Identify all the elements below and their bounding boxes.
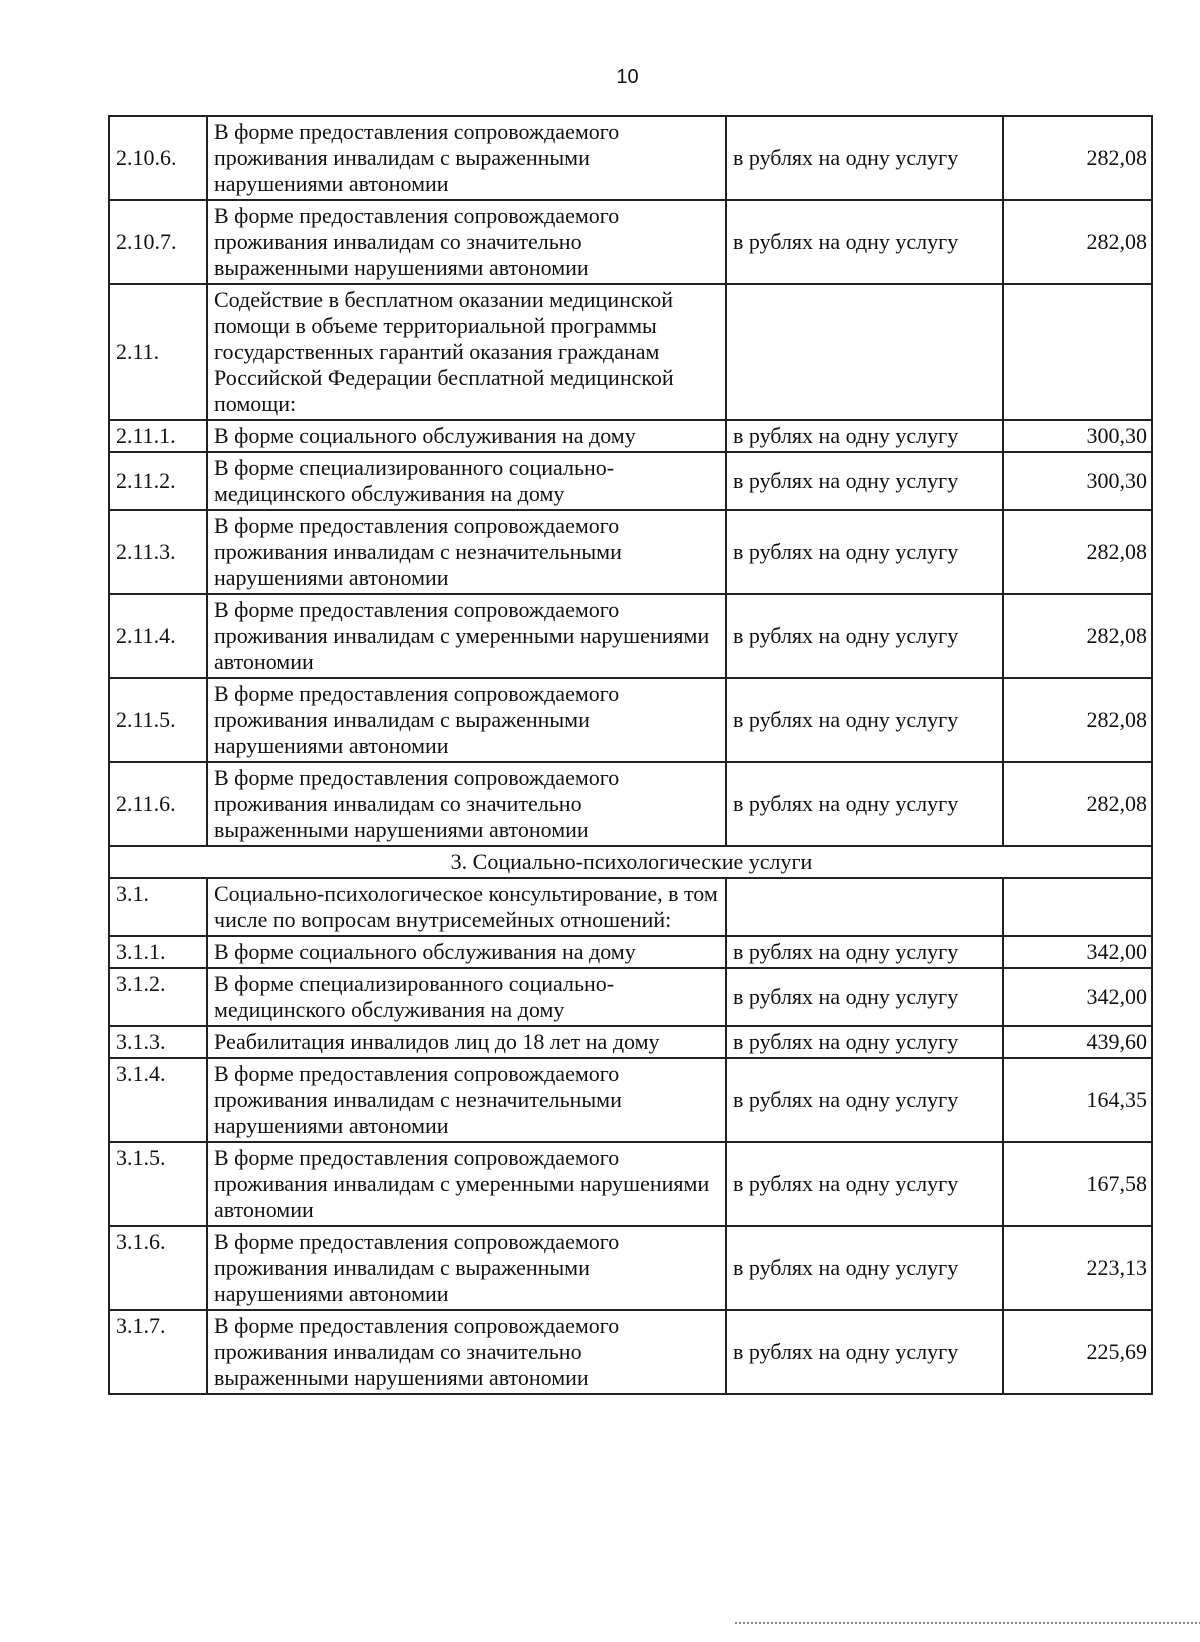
table-row: [109, 452, 1152, 510]
row-number: 3.1.2.: [109, 968, 207, 1026]
row-value: 300,30: [1003, 420, 1152, 452]
row-number: 2.11.1.: [109, 420, 207, 452]
row-description: В форме социального обслуживания на дому: [207, 420, 726, 452]
row-value: 225,69: [1003, 1310, 1152, 1394]
row-value: 439,60: [1003, 1026, 1152, 1058]
table-row: [109, 968, 1152, 1026]
row-number: 3.1.: [109, 878, 207, 936]
row-unit: в рублях на одну услугу: [726, 762, 1003, 846]
row-value: 342,00: [1003, 936, 1152, 968]
row-unit: в рублях на одну услугу: [726, 452, 1003, 510]
table-row: [109, 1226, 1152, 1310]
row-unit: в рублях на одну услугу: [726, 1226, 1003, 1310]
row-value: 282,08: [1003, 678, 1152, 762]
table-row: [109, 420, 1152, 452]
row-description: Социально-психологическое консультирование, в том числе по вопросам внутрисемейных отношений:: [207, 878, 726, 936]
row-value: 164,35: [1003, 1058, 1152, 1142]
table-row: [109, 510, 1152, 594]
row-unit: в рублях на одну услугу: [726, 1026, 1003, 1058]
table-row: [109, 936, 1152, 968]
row-description: В форме предоставления сопровождаемого проживания инвалидам со значительно выраженными нарушениями автономии: [207, 200, 726, 284]
row-number: 2.11.4.: [109, 594, 207, 678]
row-unit: в рублях на одну услугу: [726, 1058, 1003, 1142]
table-row: [109, 762, 1152, 846]
scan-artifact-line: [735, 1622, 1200, 1628]
row-description: В форме социального обслуживания на дому: [207, 936, 726, 968]
table-row: [109, 1142, 1152, 1226]
row-description: В форме предоставления сопровождаемого проживания инвалидам с незначительными нарушениями автономии: [207, 1058, 726, 1142]
row-unit: [726, 284, 1003, 420]
row-unit: в рублях на одну услугу: [726, 420, 1003, 452]
row-value: 300,30: [1003, 452, 1152, 510]
row-number: 2.10.7.: [109, 200, 207, 284]
row-number: 2.10.6.: [109, 116, 207, 200]
tariff-table: [108, 115, 1153, 1395]
table-row: [109, 678, 1152, 762]
section-header-row: [109, 846, 1152, 878]
row-unit: [726, 878, 1003, 936]
row-unit: в рублях на одну услугу: [726, 200, 1003, 284]
row-number: 2.11.6.: [109, 762, 207, 846]
row-value: 167,58: [1003, 1142, 1152, 1226]
row-unit: в рублях на одну услугу: [726, 594, 1003, 678]
row-number: 3.1.5.: [109, 1142, 207, 1226]
row-number: 2.11.3.: [109, 510, 207, 594]
row-value: 282,08: [1003, 200, 1152, 284]
page-number: 10: [616, 66, 639, 88]
row-description: В форме предоставления сопровождаемого проживания инвалидам с незначительными нарушениями автономии: [207, 510, 726, 594]
row-description: В форме специализированного социально-медицинского обслуживания на дому: [207, 452, 726, 510]
row-value: [1003, 878, 1152, 936]
row-description: В форме предоставления сопровождаемого проживания инвалидам со значительно выраженными нарушениями автономии: [207, 1310, 726, 1394]
row-number: 2.11.5.: [109, 678, 207, 762]
row-unit: в рублях на одну услугу: [726, 968, 1003, 1026]
row-number: 2.11.: [109, 284, 207, 420]
row-description: В форме предоставления сопровождаемого проживания инвалидам с умеренными нарушениями автономии: [207, 594, 726, 678]
table-row: [109, 200, 1152, 284]
row-description: В форме предоставления сопровождаемого проживания инвалидам с умеренными нарушениями автономии: [207, 1142, 726, 1226]
row-unit: в рублях на одну услугу: [726, 1142, 1003, 1226]
row-unit: в рублях на одну услугу: [726, 116, 1003, 200]
row-unit: в рублях на одну услугу: [726, 1310, 1003, 1394]
row-description: В форме предоставления сопровождаемого проживания инвалидам с выраженными нарушениями автономии: [207, 116, 726, 200]
row-value: [1003, 284, 1152, 420]
table-row: [109, 878, 1152, 936]
row-value: 282,08: [1003, 116, 1152, 200]
row-description: В форме предоставления сопровождаемого проживания инвалидам с выраженными нарушениями автономии: [207, 678, 726, 762]
row-number: 3.1.7.: [109, 1310, 207, 1394]
section-title: 3. Социально-психологические услуги: [109, 846, 1152, 878]
table-row: [109, 284, 1152, 420]
row-value: 282,08: [1003, 510, 1152, 594]
row-value: 282,08: [1003, 594, 1152, 678]
table-row: [109, 1026, 1152, 1058]
row-description: Реабилитация инвалидов лиц до 18 лет на дому: [207, 1026, 726, 1058]
row-value: 282,08: [1003, 762, 1152, 846]
row-value: 342,00: [1003, 968, 1152, 1026]
row-value: 223,13: [1003, 1226, 1152, 1310]
row-unit: в рублях на одну услугу: [726, 936, 1003, 968]
row-number: 3.1.1.: [109, 936, 207, 968]
row-description: В форме специализированного социально-медицинского обслуживания на дому: [207, 968, 726, 1026]
row-description: В форме предоставления сопровождаемого проживания инвалидам со значительно выраженными нарушениями автономии: [207, 762, 726, 846]
table-row: [109, 1310, 1152, 1394]
row-description: В форме предоставления сопровождаемого проживания инвалидам с выраженными нарушениями автономии: [207, 1226, 726, 1310]
table-row: [109, 594, 1152, 678]
table-row: [109, 116, 1152, 200]
row-number: 2.11.2.: [109, 452, 207, 510]
row-unit: в рублях на одну услугу: [726, 510, 1003, 594]
row-number: 3.1.6.: [109, 1226, 207, 1310]
table-row: [109, 1058, 1152, 1142]
row-number: 3.1.3.: [109, 1026, 207, 1058]
row-number: 3.1.4.: [109, 1058, 207, 1142]
row-description: Содействие в бесплатном оказании медицинской помощи в объеме территориальной программы государственных гарантий оказания гражданам Российской Федерации бесплатной медицинской помощи:: [207, 284, 726, 420]
row-unit: в рублях на одну услугу: [726, 678, 1003, 762]
